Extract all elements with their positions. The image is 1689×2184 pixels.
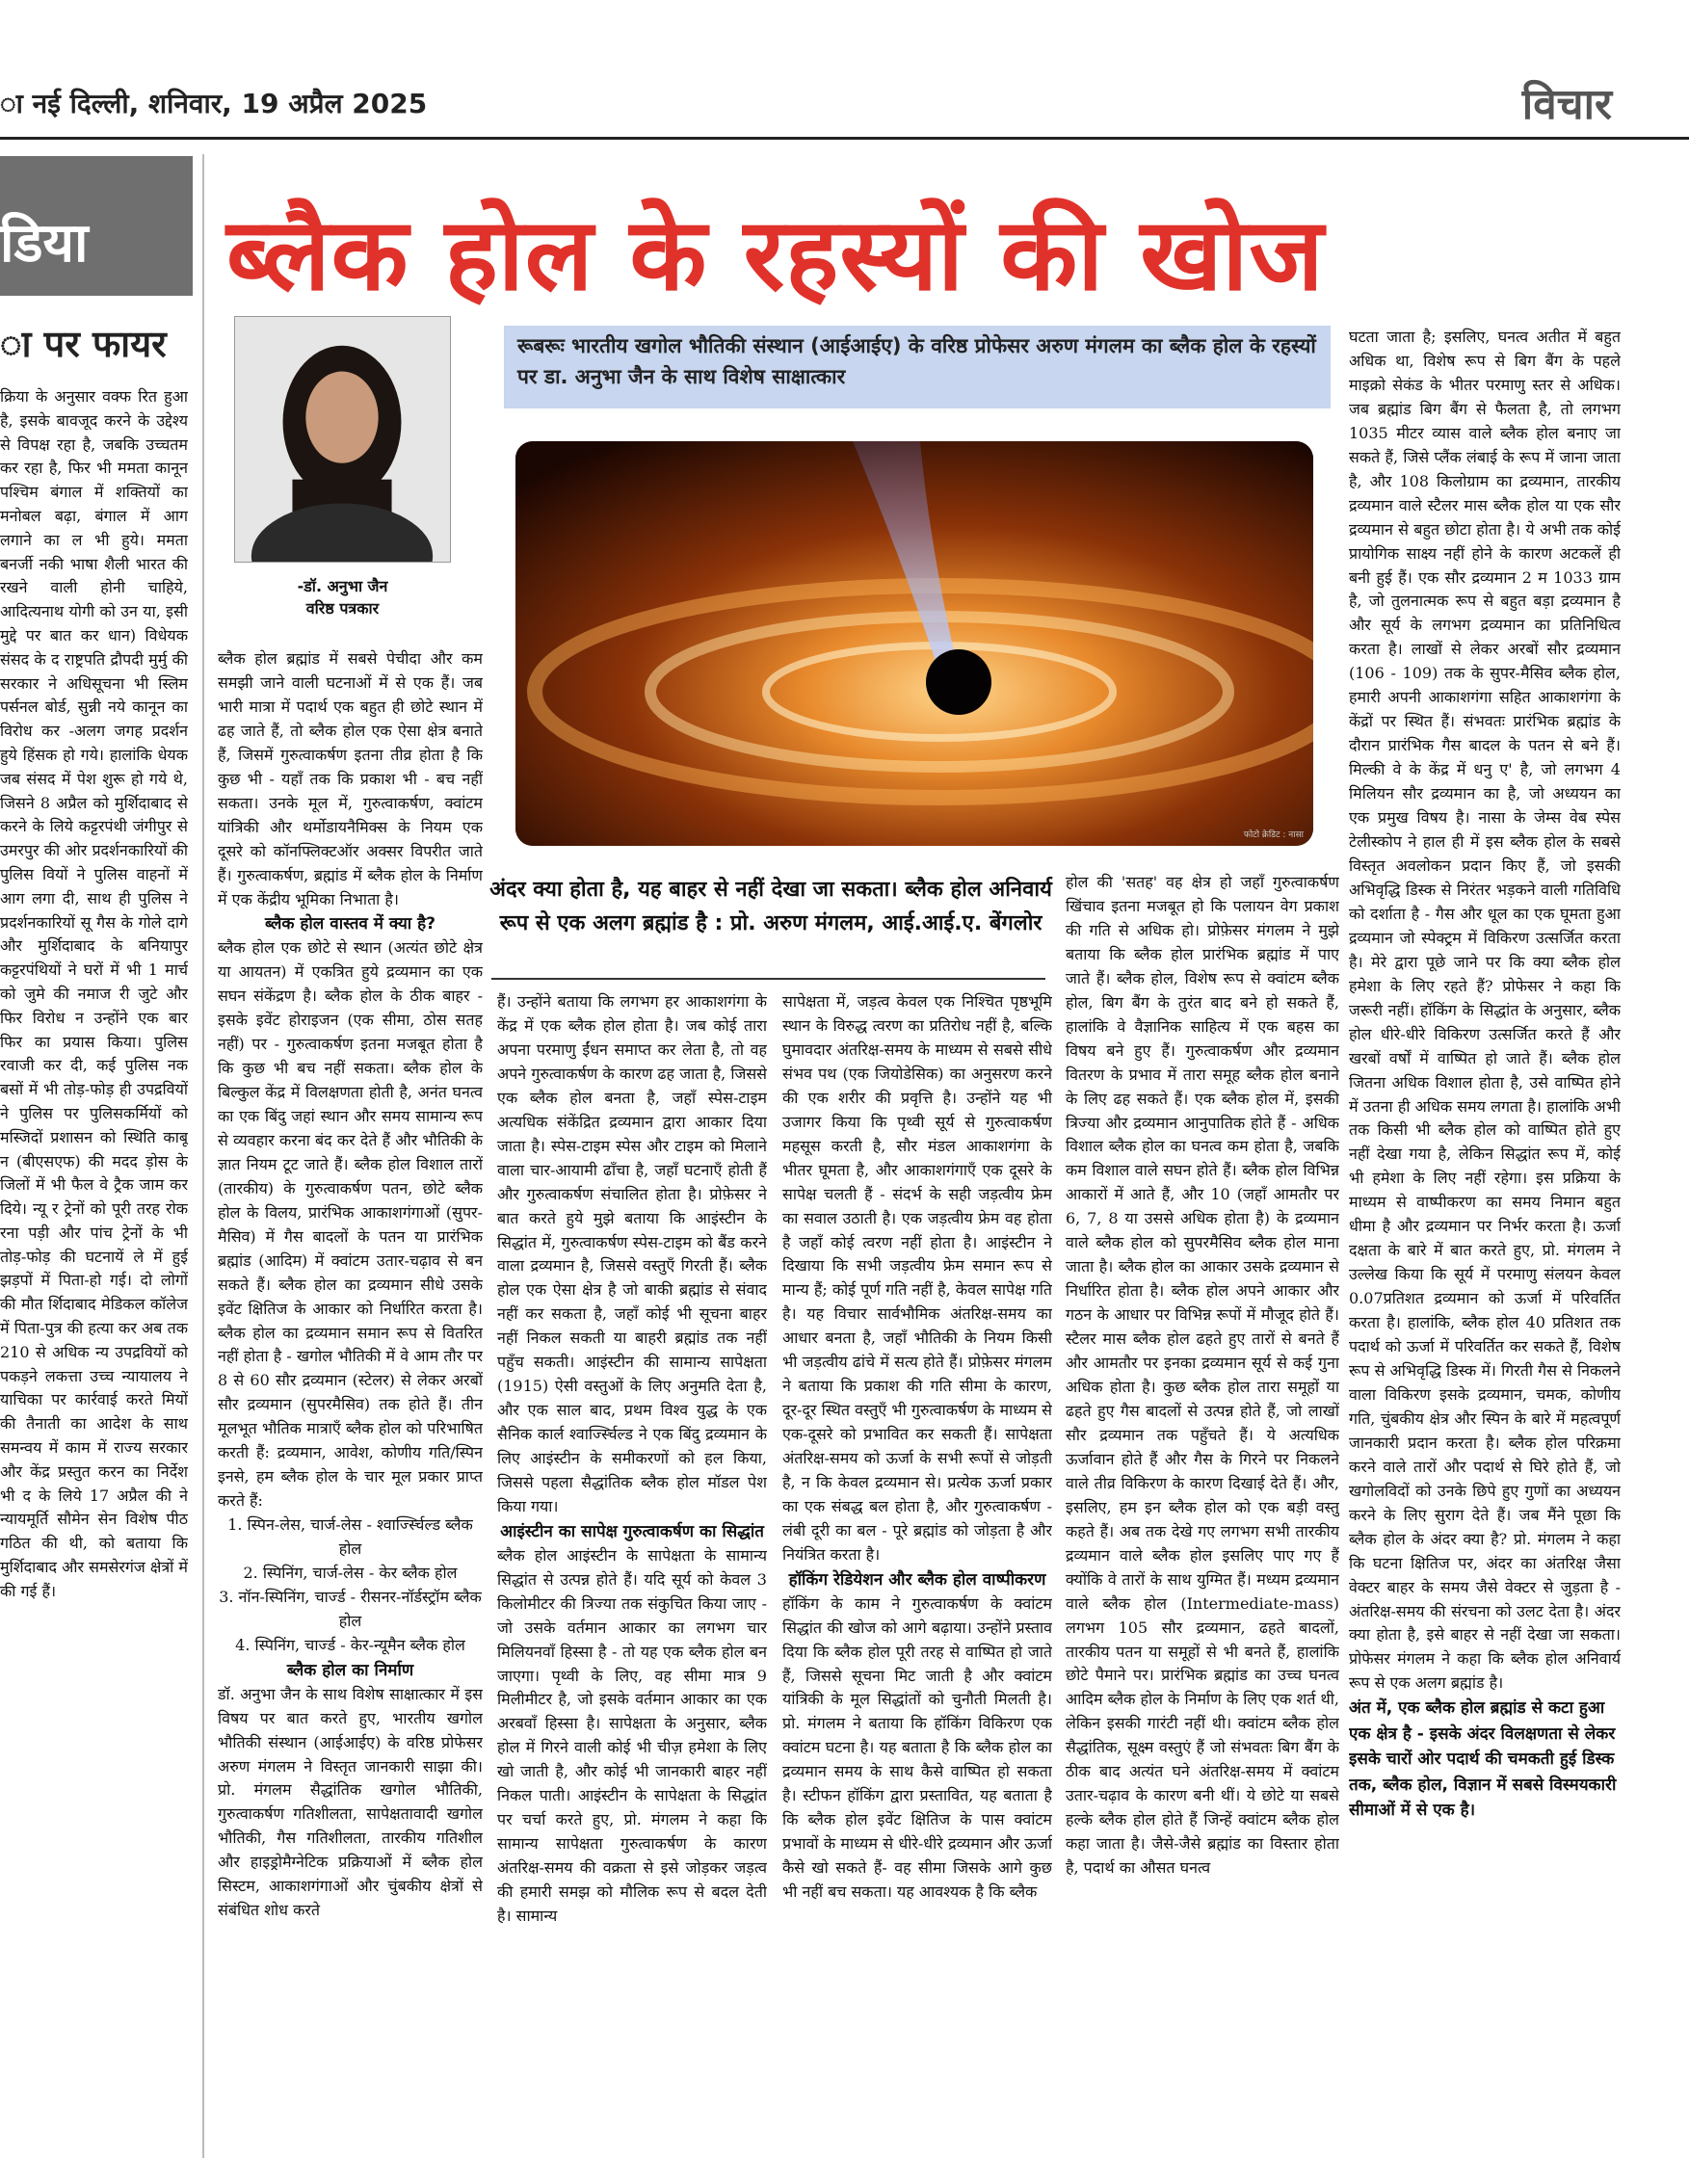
left-section-box: डिया bbox=[0, 156, 193, 296]
article-column-1 bbox=[218, 647, 483, 2170]
header-rule bbox=[0, 137, 1689, 140]
paragraph: हैं। उन्होंने बताया कि लगभग हर आकाशगंगा के केंद्र में एक ब्लैक होल होता है। जब कोई तारा अपना परमाणु ईंधन समाप्त कर लेता है, तो वह अपने गुरुत्वाकर्षण के कारण ढह जाता है, जिससे एक ब्लैक होल बनता है, जहाँ स्पेस-टाइम अत्यधिक संकेंद्रित द्रव्यमान द्वारा आकार दिया जाता है। स्पेस-टाइम स्पेस और टाइम को मिलाने वाला चार-आयामी ढाँचा है, जहाँ घटनाएँ होती हैं और गुरुत्वाकर्षण संचालित होता है। प्रोफ़ेसर ने बात करते हुये मुझे बताया कि आइंस्टीन के सिद्धांत में, गुरुत्वाकर्षण स्पेस-टाइम को बैंड करने वाला द्रव्यमान है, जिससे वस्तुएँ गिरती हैं। ब्लैक होल एक ऐसा क्षेत्र है जो बाकी ब्रह्मांड से संवाद नहीं कर सकता है, जहाँ कोई भी सूचना बाहर नहीं निकल सकती या बाहरी ब्रह्मांड तक नहीं पहुँच सकती। आइंस्टीन की सामान्य सापेक्षता (1915) ऐसी वस्तुओं के लिए अनुमति देता है, और एक साल बाद, प्रथम विश्व युद्ध के एक सैनिक कार्ल श्वार्ज्स्चिल्ड ने एक बिंदु द्रव्यमान के लिए आइंस्टीन के समीकरणों को हल किया, जिससे पहला सैद्धांतिक ब्लैक होल मॉडल पेश किया गया। bbox=[497, 992, 767, 1516]
left-article-body: क्रिया के अनुसार वक्फ रित हुआ है, इसके बावजूद करने के उद्देश्य से विपक्ष रहा है, जबकि उच्चतम कर रहा है, फिर भी ममता कानून पश्चिम बंगाल में शक्तियों का मनोबल बढ़ा, बंगाल में आग लगाने का ल भी हुये। ममता बनर्जी नकी भाषा शैली भारत की रखने वाली होनी चाहिये, आदित्यनाथ योगी को उन या, इसी मुद्दे पर बात कर धान) विधेयक संसद के द राष्ट्रपति द्रौपदी मुर्मु की सरकार ने अधिसूचना भी स्लिम पर्सनल बोर्ड, सुन्नी नये कानून का विरोध कर -अलग जगह प्रदर्शन हुये हिंसक हो गये। हालांकि धेयक जब संसद में पेश शुरू हो गये थे, जिसने 8 अप्रैल को मुर्शिदाबाद से करने के लिये कट्टरपंथी जंगीपुर से उमरपुर की ओर प्रदर्शनकारियों की पुलिस वियों ने पुलिस वाहनों में आग लगा दी, साथ ही पुलिस ने प्रदर्शनकारियों सू गैस के गोले दागे और मुर्शिदाबाद के बनियापुर कट्टरपंथियों ने घरों में भी 1 मार्च को जुमे की नमाज री जुटे और फिर विरोध न उन्होंने एक बार फिर का प्रयास किया। पुलिस रवाजी कर दी, कई पुलिस नक बसों में भी तोड़-फोड़ ही उपद्रवियों ने पुलिस पर पुलिसकर्मियों को मस्जिदों प्रशासन को स्थिति काबू न (बीएसएफ) की मदद ड़ोस के जिलों में भी फैल वे ट्रैक जाम कर दिये। न्यू र ट्रेनों को पूरी तरह रोक रना पड़ी और पांच ट्रेनों के भी तोड़-फोड़ की घटनायें ले में हुई झड़पों में पिता-हो गई। दो लोगों की मौत र्शिदाबाद मेडिकल कॉलेज में पिता-पुत्र की हत्या कर अब तक 210 से अधिक न्य उपद्रवियों को पकड़ने लकत्ता उच्च न्यायालय ने याचिका पर कार्रवाई करते मियों की तैनाती का आदेश के साथ समन्वय में काम में राज्य सरकार और केंद्र प्रस्तुत करन का निर्देश भी द के लिये 17 अप्रैल की ने न्यायमूर्ति सौमेन सेन विशेष पीठ गठित की थी, को बताया कि मुर्शिदाबाद और समसेरगंज क्षेत्रों में की गई हैं। bbox=[0, 387, 188, 1600]
left-article-headline: ा पर फायर bbox=[0, 323, 167, 365]
subheading: ब्लैक होल का निर्माण bbox=[286, 1660, 414, 1680]
interview-intro: रूबरूः भारतीय खगोल भौतिकी संस्थान (आईआईए) के वरिष्ठ प्रोफेसर अरुण मंगलम का ब्लैक होल के रहस्यों पर डा. अनुभा जैन के साथ विशेष साक्षात्कार bbox=[504, 326, 1331, 408]
section-name: विचार bbox=[1521, 80, 1612, 129]
paragraph: डॉ. अनुभा जैन के साथ विशेष साक्षात्कार में इस विषय पर बात करते हुए, भारतीय खगोल भौतिकी संस्थान (आईआईए) के वरिष्ठ प्रोफेसर अरुण मंगलम ने विस्तृत जानकारी साझा की। प्रो. मंगलम सैद्धांतिक खगोल भौतिकी, गुरुत्वाकर्षण गतिशीलता, सापेक्षतावादी खगोल भौतिकी, गैस गतिशीलता, तारकीय गतिशील और हाइड्रोमैग्नेटिक प्रक्रियाओं में ब्लैक होल सिस्टम, आकाशगंगाओं और चुंबकीय क्षेत्रों से संबंधित शोध करते bbox=[218, 1684, 483, 1920]
closing-statement: अंत में, एक ब्लैक होल ब्रह्मांड से कटा हुआ एक क्षेत्र है - इसके अंदर विलक्षणता से लेकर इसके चारों ओर पदार्थ की चमकती हुई डिस्क तक, ब्लैक होल, विज्ञान में सबसे विस्मयकारी सीमाओं में से एक है। bbox=[1349, 1698, 1617, 1821]
pull-quote-rule bbox=[491, 978, 1045, 980]
paragraph: हॉकिंग के काम ने गुरुत्वाकर्षण के क्वांटम सिद्धांत की खोज को आगे बढ़ाया। उन्होंने प्रस्ताव दिया कि ब्लैक होल पूरी तरह से वाष्पित हो जाते हैं, जिससे सूचना मिट जाती है और क्वांटम यांत्रिकी के मूल सिद्धांतों को चुनौती मिलती है। प्रो. मंगलम ने बताया कि हॉकिंग विकिरण एक क्वांटम घटना है। यह बताता है कि ब्लैक होल का द्रव्यमान समय के साथ कैसे वाष्पित हो सकता है। स्टीफन हॉकिंग द्वारा प्रस्तावित, यह बताता है कि ब्लैक होल इवेंट क्षितिज के पास क्वांटम प्रभावों के माध्यम से धीरे-धीरे द्रव्यमान और ऊर्जा कैसे खो सकते हैं- वह सीमा जिसके आगे कुछ भी नहीं बच सकता। यह आवश्यक है कि ब्लैक bbox=[782, 1593, 1052, 1902]
subheading: आइंस्टीन का सापेक्ष गुरुत्वाकर्षण का सिद्धांत bbox=[500, 1521, 764, 1541]
author-role: वरिष्ठ पत्रकार bbox=[305, 599, 380, 618]
list-item: 4. स्पिनिंग, चार्ज्ड - केर-न्यूमैन ब्लैक होल bbox=[235, 1635, 465, 1654]
author-name: -डॉ. अनुभा जैन bbox=[297, 577, 388, 595]
article-column-3 bbox=[782, 990, 1052, 2170]
dateline: ा नई दिल्ली, शनिवार, 19 अप्रैल 2025 bbox=[0, 88, 428, 119]
list-item: 1. स्पिन-लेस, चार्ज-लेस - श्वार्ज्स्चिल्ड ब्लैक होल bbox=[227, 1515, 473, 1559]
article-column-4 bbox=[1066, 871, 1339, 2170]
paragraph: ब्लैक होल ब्रह्मांड में सबसे पेचीदा और कम समझी जाने वाली घटनाओं में से एक हैं। जब भारी मात्रा में पदार्थ एक बहुत ही छोटे स्थान में ढह जाते हैं, तो ब्लैक होल एक ऐसा क्षेत्र बनाते हैं, जिसमें गुरुत्वाकर्षण इतना तीव्र होता है कि कुछ भी - यहाँ तक कि प्रकाश भी - बच नहीं सकता। उनके मूल में, गुरुत्वाकर्षण, क्वांटम यांत्रिकी और थर्मोडायनैमिक्स के नियम एक दूसरे को कॉनफ्लिक्टऑर अक्सर विपरीत जाते हैं। गुरुत्वाकर्षण, ब्रह्मांड में ब्लैक होल के निर्माण में एक केंद्रीय भूमिका निभाता है। bbox=[218, 649, 483, 908]
article-title: ब्लैक होल के रहस्यों की खोज bbox=[226, 196, 1325, 313]
paragraph: ब्लैक होल एक छोटे से स्थान (अत्यंत छोटे क्षेत्र या आयतन) में एकत्रित हुये द्रव्यमान का एक सघन संकेंद्रण है। ब्लैक होल के ठीक बाहर - इसके इवेंट होराइजन (एक सीमा, ठोस सतह नहीं) पर - गुरुत्वाकर्षण इतना मजबूत होता है कि कुछ भी बच नहीं सकता। ब्लैक होल के बिल्कुल केंद्र में विलक्षणता होती है, अनंत घनत्व का एक बिंदु जहां स्थान और समय सामान्य रूप से व्यवहार करना बंद कर देते हैं और भौतिकी के ज्ञात नियम टूट जाते हैं। ब्लैक होल विशाल तारों (तारकीय) के गुरुत्वाकर्षण पतन, छोटे ब्लैक होल के विलय, प्रारंभिक आकाशगंगाओं (सुपर-मैसिव) में गैस बादलों के पतन या प्रारंभिक ब्रह्मांड (आदिम) में क्वांटम उतार-चढ़ाव से बन सकते हैं। ब्लैक होल का द्रव्यमान सीधे उसके इवेंट क्षितिज के आकार को निर्धारित करता है। ब्लैक होल का द्रव्यमान समान रूप से वितरित नहीं होता है - खगोल भौतिकी में वे आम तौर पर 8 से 60 सौर द्रव्यमान (स्टेलर) से लेकर अरबों सौर द्रव्यमान (सुपरमैसिव) तक होते हैं। तीन मूलभूत भौतिक मात्राएँ ब्लैक होल को परिभाषित करती हैं: द्रव्यमान, आवेश, कोणीय गति/स्पिन इनसे, हम ब्लैक होल के चार मूल प्रकार प्राप्त करते हैं: bbox=[218, 938, 483, 1511]
article-column-2 bbox=[497, 990, 767, 2170]
author-photo bbox=[234, 316, 451, 563]
black-hole-image bbox=[515, 441, 1313, 846]
paragraph: सापेक्षता में, जड़त्व केवल एक निश्चित पृष्ठभूमि स्थान के विरुद्ध त्वरण का प्रतिरोध नहीं है, बल्कि घुमावदार अंतरिक्ष-समय के माध्यम से सबसे सीधे संभव पथ (एक जियोडेसिक) का अनुसरण करने की एक शरीर की प्रवृत्ति है। उन्होंने यह भी उजागर किया कि पृथ्वी सूर्य से गुरुत्वाकर्षण महसूस करती है, सौर मंडल आकाशगंगा के भीतर घूमता है, और आकाशगंगाएँ एक दूसरे के सापेक्ष चलती हैं - संदर्भ के सही जड़त्वीय फ्रेम का सवाल उठाती है। एक जड़त्वीय फ्रेम वह होता है जहाँ कोई त्वरण नहीं होता है। आइंस्टीन ने दिखाया कि सभी जड़त्वीय फ्रेम समान रूप से मान्य हैं; कोई पूर्ण गति नहीं है, केवल सापेक्ष गति है। यह विचार सार्वभौमिक अंतरिक्ष-समय का आधार बनता है, जहाँ भौतिकी के नियम किसी भी जड़त्वीय ढांचे में सत्य होते हैं। प्रोफ़ेसर मंगलम ने बताया कि प्रकाश की गति सीमा के कारण, दूर-दूर स्थित वस्तुएँ भी गुरुत्वाकर्षण के माध्यम से एक-दूसरे को प्रभावित कर सकती हैं। सापेक्षता अंतरिक्ष-समय को ऊर्जा के सभी रूपों से जोड़ती है, न कि केवल द्रव्यमान से। प्रत्येक ऊर्जा प्रकार का एक संबद्ध बल होता है, और गुरुत्वाकर्षण - लंबी दूरी का बल - पूरे ब्रह्मांड को जोड़ता है और नियंत्रित करता है। bbox=[782, 992, 1052, 1564]
subheading: हॉकिंग रेडियेशन और ब्लैक होल वाष्पीकरण bbox=[788, 1569, 1046, 1590]
list-item: 2. स्पिनिंग, चार्ज-लेस - केर ब्लैक होल bbox=[243, 1564, 458, 1583]
subheading: ब्लैक होल वास्तव में क्या है? bbox=[264, 914, 436, 934]
list-item: 3. नॉन-स्पिनिंग, चार्ज्ड - रीसनर-नॉर्डस्ट्रॉम ब्लैक होल bbox=[219, 1588, 482, 1630]
paragraph: होल की 'सतह' वह क्षेत्र हो जहाँ गुरुत्वाकर्षण खिंचाव इतना मजबूत हो कि पलायन वेग प्रकाश की गति से अधिक हो। प्रोफ़ेसर मंगलम ने मुझे बताया कि ब्लैक होल प्रारंभिक ब्रह्मांड में पाए जाते हैं। ब्लैक होल, विशेष रूप से क्वांटम ब्लैक होल, बिग बैंग के तुरंत बाद बने हो सकते हैं, हालांकि वे वैज्ञानिक साहित्य में एक बहस का विषय बने हुए हैं। गुरुत्वाकर्षण और द्रव्यमान वितरण के प्रभाव में तारा समूह ब्लैक होल बनाने के लिए ढह सकते हैं। एक ब्लैक होल में, इसकी त्रिज्या और द्रव्यमान आनुपातिक होते हैं - अधिक विशाल ब्लैक होल का घनत्व कम होता है, जबकि कम विशाल वाले सघन होते हैं। ब्लैक होल विभिन्न आकारों में आते हैं, और 10 (जहाँ आमतौर पर 6, 7, 8 या उससे अधिक होता है) के द्रव्यमान वाले ब्लैक होल को सुपरमैसिव ब्लैक होल माना जाता है। ब्लैक होल का आकार उसके द्रव्यमान से निर्धारित होता है। ब्लैक होल अपने आकार और गठन के आधार पर विभिन्न रूपों में मौजूद होते हैं। स्टैलर मास ब्लैक होल ढहते हुए तारों से बनते हैं और आमतौर पर इनका द्रव्यमान सूर्य से कई गुना अधिक होता है। कुछ ब्लैक होल तारा समूहों या ढहते हुए गैस बादलों से उत्पन्न होते हैं, जो लाखों सौर द्रव्यमान तक पहुँचते हैं। ये अत्यधिक ऊर्जावान होते हैं और गैस के गिरने पर निकलने वाले तीव्र विकिरण के कारण दिखाई देते हैं। और, इसलिए, हम इन ब्लैक होल को एक बड़ी वस्तु कहते हैं। अब तक देखे गए लगभग सभी तारकीय द्रव्यमान वाले ब्लैक होल इसलिए पाए गए हैं क्योंकि वे तारों के साथ युग्मित हैं। मध्यम द्रव्यमान वाले ब्लैक होल (Intermediate-mass) लगभग 105 सौर द्रव्यमान, ढहते बादलों, तारकीय पतन या समूहों से भी बनते हैं, हालांकि छोटे पैमाने पर। प्रारंभिक ब्रह्मांड का उच्च घनत्व आदिम ब्लैक होल के निर्माण के लिए एक शर्त थी, लेकिन इसकी गारंटी नहीं थी। क्वांटम ब्लैक होल सैद्धांतिक, सूक्ष्म वस्तुएं हैं जो संभवतः बिग बैंग के ठीक बाद अत्यंत घने अंतरिक्ष-समय में क्वांटम उतार-चढ़ाव के कारण बनी थीं। ये छोटे या सबसे हल्के ब्लैक होल होते हैं जिन्हें क्वांटम ब्लैक होल कहा जाता है। जैसे-जैसे ब्रह्मांड का विस्तार होता है, पदार्थ का औसत घनत्व bbox=[1066, 873, 1339, 1878]
paragraph: घटता जाता है; इसलिए, घनत्व अतीत में बहुत अधिक था, विशेष रूप से बिग बैंग के पहले माइक्रो सेकंड के भीतर परमाणु स्तर से अधिक। जब ब्रह्मांड बिग बैंग से फैलता है, तो लगभग 1035 मीटर व्यास वाले ब्लैक होल बनाए जा सकते हैं, जिसे प्लैंक लंबाई के रूप में जाना जाता है, और 108 किलोग्राम का द्रव्यमान, तारकीय द्रव्यमान वाले स्टैलर मास ब्लैक होल या एक सौर द्रव्यमान से बहुत छोटा होता है। ये अभी तक कोई प्रायोगिक साक्ष्य नहीं होने के कारण अटकलें ही बनी हुई हैं। एक सौर द्रव्यमान 2 म 1033 ग्राम है, जो तुलनात्मक रूप से बहुत बड़ा द्रव्यमान है और सूर्य के लगभग द्रव्यमान का प्रतिनिधित्व करता है। लाखों से लेकर अरबों सौर द्रव्यमान (106 - 109) तक के सुपर-मैसिव ब्लैक होल, हमारी अपनी आकाशगंगा सहित आकाशगंगा के केंद्रों पर स्थित हैं। संभवतः प्रारंभिक ब्रह्मांड के दौरान प्रारंभिक गैस बादल के पतन से बने हैं। मिल्की वे के केंद्र में धनु ए' है, जो लगभग 4 मिलियन सौर द्रव्यमान का है, जो अध्ययन का एक प्रमुख विषय है। नासा के जेम्स वेब स्पेस टेलीस्कोप ने हाल ही में इस ब्लैक होल के सबसे विस्तृत अवलोकन प्रदान किए हैं, जो इसकी अभिवृद्धि डिस्क से निरंतर भड़कने वाली गतिविधि को दर्शाता है - गैस और धूल का एक घूमता हुआ द्रव्यमान जो स्पेक्ट्रम में विकिरण उत्सर्जित करता है। मेरे द्वारा पूछे जाने पर कि क्या ब्लैक होल हमेशा के लिए रहते हैं? प्रोफेसर ने कहा कि जरूरी नहीं। हॉकिंग के सिद्धांत के अनुसार, ब्लैक होल धीरे-धीरे विकिरण उत्सर्जित करते हैं और खरबों वर्षों में वाष्पित हो जाते हैं। ब्लैक होल जितना अधिक विशाल होता है, उसे वाष्पित होने में उतना ही अधिक समय लगता है। हालांकि अभी तक किसी भी ब्लैक होल को वाष्पित होते हुए नहीं देखा गया है, लेकिन सिद्धांत रूप में, कोई भी हमेशा के लिए नहीं रहेगा। इस प्रक्रिया के माध्यम से वाष्पीकरण का समय निमान बहुत धीमा है और द्रव्यमान पर निर्भर करता है। ऊर्जा दक्षता के बारे में बात करते हुए, प्रो. मंगलम ने उल्लेख किया कि सूर्य में परमाणु संलयन केवल 0.07प्रतिशत द्रव्यमान को ऊर्जा में परिवर्तित करता है। हालांकि, ब्लैक होल 40 प्रतिशत तक पदार्थ को ऊर्जा में परिवर्तित कर सकते हैं, विशेष रूप से अभिवृद्धि डिस्क में। गिरती गैस से निकलने वाला विकिरण इसके द्रव्यमान, चमक, कोणीय गति, चुंबकीय क्षेत्र और स्पिन के बारे में महत्वपूर्ण जानकारी प्रदान करता है। ब्लैक होल परिक्रमा करने वाले तारों और पदार्थ से घिरे होते हैं, जो खगोलविदों को उनके छिपे हुए गुणों का अध्ययन करने के लिए सुराग देते हैं। जब मैंने पूछा कि ब्लैक होल के अंदर क्या है? प्रो. मंगलम ने कहा कि घटना क्षितिज पर, अंदर का अंतरिक्ष जैसा वेक्टर बाहर के समय जैसे वेक्टर से जुड़ता है - अंतरिक्ष-समय की संरचना को उलट देता है। अंदर क्या होता है, इसे बाहर से नहीं देखा जा सकता। प्रोफेसर मंगलम ने कहा कि ब्लैक होल अनिवार्य रूप से एक अलग ब्रह्मांड है। bbox=[1349, 328, 1621, 1693]
column-divider bbox=[202, 154, 204, 2158]
paragraph: ब्लैक होल आइंस्टीन के सापेक्षता के सामान्य सिद्धांत से उत्पन्न होते हैं। यदि सूर्य को केवल 3 किलोमीटर की त्रिज्या तक संकुचित किया जाए - जो उसके वर्तमान आकार का लगभग चार मिलियनवाँ हिस्सा है - तो यह एक ब्लैक होल बन जाएगा। पृथ्वी के लिए, वह सीमा मात्र 9 मिलीमीटर है, जो इसके वर्तमान आकार का एक अरबवाँ हिस्सा है। सापेक्षता के अनुसार, ब्लैक होल में गिरने वाली कोई भी चीज़ हमेशा के लिए खो जाती है, और कोई भी जानकारी बाहर नहीं निकल पाती। आइंस्टीन के सापेक्षता के सिद्धांत पर चर्चा करते हुए, प्रो. मंगलम ने कहा कि सामान्य सापेक्षता गुरुत्वाकर्षण के कारण अंतरिक्ष-समय की वक्रता से इसे जोड़कर जड़त्व की हमारी समझ को मौलिक रूप से बदल देती है। सामान्य bbox=[497, 1545, 767, 1926]
pull-quote: अंदर क्या होता है, यह बाहर से नहीं देखा जा सकता। ब्लैक होल अनिवार्य रूप से एक अलग ब्रह्मांड है : प्रो. अरुण मंगलम, आई.आई.ए. बेंगलोर bbox=[489, 878, 1052, 936]
article-column-5 bbox=[1349, 326, 1621, 2170]
photo-credit: फोटो क्रेडिट : नासा bbox=[1243, 830, 1304, 840]
